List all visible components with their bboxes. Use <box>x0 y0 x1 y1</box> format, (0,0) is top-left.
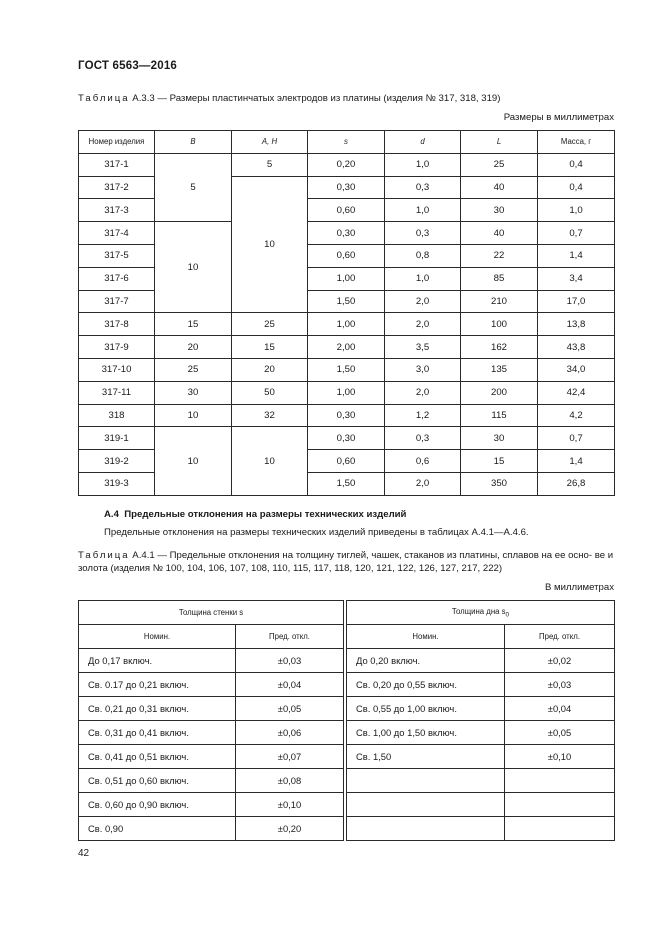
d-cell: 0,3 <box>385 176 461 199</box>
tolerance-cell: ±0,10 <box>236 793 344 817</box>
d-cell: 2,0 <box>385 290 461 313</box>
tolerance-cell <box>505 769 615 793</box>
item-number-cell: 317-3 <box>79 199 155 222</box>
section-title: Предельные отклонения на размеры технических изделий <box>124 509 407 520</box>
mass-cell: 4,2 <box>538 404 615 427</box>
nominal-cell: Св. 1,50 <box>347 745 505 769</box>
tolerance-cell: ±0,02 <box>505 649 615 673</box>
l-cell: 162 <box>461 336 538 359</box>
ah-cell: 15 <box>232 336 308 359</box>
item-number-cell: 319-2 <box>79 450 155 473</box>
mass-cell: 26,8 <box>538 472 615 495</box>
l-cell: 115 <box>461 404 538 427</box>
tolerance-cell: ±0,20 <box>236 817 344 841</box>
table-row <box>347 793 615 817</box>
mass-cell: 42,4 <box>538 381 615 404</box>
d-cell: 1,0 <box>385 199 461 222</box>
col-header-tolerance: Пред. откл. <box>505 625 615 649</box>
mass-cell: 0,4 <box>538 153 615 176</box>
tolerance-cell <box>505 817 615 841</box>
section-heading <box>104 509 406 520</box>
s-cell: 2,00 <box>308 336 385 359</box>
mass-cell: 1,4 <box>538 450 615 473</box>
table-row <box>79 153 615 176</box>
mass-cell: 17,0 <box>538 290 615 313</box>
col-header-b: B <box>155 131 232 154</box>
l-cell: 40 <box>461 176 538 199</box>
mass-cell: 0,7 <box>538 427 615 450</box>
table1-caption <box>78 93 500 104</box>
col-header-d: d <box>385 131 461 154</box>
table-row <box>79 222 615 245</box>
col-header-nominal: Номин. <box>79 625 236 649</box>
ah-cell: 5 <box>232 153 308 176</box>
nominal-cell: До 0,20 включ. <box>347 649 505 673</box>
col-header-s: s <box>308 131 385 154</box>
d-cell: 0,8 <box>385 244 461 267</box>
table-row <box>79 336 615 359</box>
mass-cell: 3,4 <box>538 267 615 290</box>
ah-cell: 10 <box>232 427 308 495</box>
b-cell: 5 <box>155 153 232 221</box>
l-cell: 25 <box>461 153 538 176</box>
table-row <box>79 313 615 336</box>
nominal-cell: Св. 0,21 до 0,31 включ. <box>79 697 236 721</box>
item-number-cell: 317-9 <box>79 336 155 359</box>
tolerance-cell: ±0,05 <box>236 697 344 721</box>
item-number-cell: 317-11 <box>79 381 155 404</box>
b-cell: 10 <box>155 427 232 495</box>
nominal-cell <box>347 769 505 793</box>
mass-cell: 13,8 <box>538 313 615 336</box>
nominal-cell: Св. 0,31 до 0,41 включ. <box>79 721 236 745</box>
table-row <box>79 793 344 817</box>
d-cell: 2,0 <box>385 313 461 336</box>
ah-cell: 20 <box>232 358 308 381</box>
b-cell: 20 <box>155 336 232 359</box>
l-cell: 30 <box>461 199 538 222</box>
l-cell: 30 <box>461 427 538 450</box>
item-number-cell: 317-2 <box>79 176 155 199</box>
b-cell: 10 <box>155 222 232 313</box>
tolerance-cell: ±0,08 <box>236 769 344 793</box>
s-cell: 1,50 <box>308 290 385 313</box>
s-cell: 0,30 <box>308 427 385 450</box>
col-header-nominal: Номин. <box>347 625 505 649</box>
table-row <box>347 817 615 841</box>
d-cell: 0,3 <box>385 222 461 245</box>
d-cell: 1,0 <box>385 153 461 176</box>
mass-cell: 34,0 <box>538 358 615 381</box>
d-cell: 2,0 <box>385 472 461 495</box>
table-row <box>79 649 344 673</box>
s-cell: 0,30 <box>308 404 385 427</box>
section-number: А.4 <box>104 509 119 520</box>
bottom-thickness-title: Толщина дна $s_0$ <box>347 601 615 625</box>
d-cell: 0,6 <box>385 450 461 473</box>
s-cell: 0,60 <box>308 199 385 222</box>
d-cell: 3,5 <box>385 336 461 359</box>
item-number-cell: 317-8 <box>79 313 155 336</box>
table-row <box>347 769 615 793</box>
b-cell: 15 <box>155 313 232 336</box>
table-row <box>347 721 615 745</box>
item-number-cell: 317-7 <box>79 290 155 313</box>
l-cell: 200 <box>461 381 538 404</box>
s-cell: 0,60 <box>308 450 385 473</box>
l-cell: 15 <box>461 450 538 473</box>
table-row <box>347 673 615 697</box>
table2-caption <box>78 549 614 575</box>
nominal-cell: Св. 1,00 до 1,50 включ. <box>347 721 505 745</box>
nominal-cell: Св. 0,20 до 0,55 включ. <box>347 673 505 697</box>
table1-caption-word: Таблица <box>78 93 130 104</box>
table-row <box>347 697 615 721</box>
tolerance-cell: ±0,07 <box>236 745 344 769</box>
s-cell: 1,50 <box>308 472 385 495</box>
s-cell: 0,60 <box>308 244 385 267</box>
nominal-cell: Св. 0,55 до 1,00 включ. <box>347 697 505 721</box>
l-cell: 40 <box>461 222 538 245</box>
l-cell: 85 <box>461 267 538 290</box>
ah-cell: 10 <box>232 176 308 313</box>
table-row <box>79 745 344 769</box>
s-cell: 0,30 <box>308 176 385 199</box>
item-number-cell: 317-4 <box>79 222 155 245</box>
s-cell: 1,00 <box>308 381 385 404</box>
bottom-thickness-table <box>346 600 615 841</box>
mass-cell: 0,7 <box>538 222 615 245</box>
nominal-cell: Св. 0,60 до 0,90 включ. <box>79 793 236 817</box>
d-cell: 3,0 <box>385 358 461 381</box>
ah-cell: 50 <box>232 381 308 404</box>
table-title-row <box>79 601 344 625</box>
table-row <box>79 817 344 841</box>
d-cell: 0,3 <box>385 427 461 450</box>
s-cell: 1,50 <box>308 358 385 381</box>
mass-cell: 1,0 <box>538 199 615 222</box>
ah-cell: 25 <box>232 313 308 336</box>
table-row <box>79 769 344 793</box>
mass-cell: 0,4 <box>538 176 615 199</box>
table-row <box>79 721 344 745</box>
wall-thickness-table <box>78 600 344 841</box>
col-header-l: L <box>461 131 538 154</box>
page-number: 42 <box>78 848 90 859</box>
s-cell: 1,00 <box>308 313 385 336</box>
tolerance-cell: ±0,04 <box>236 673 344 697</box>
item-number-cell: 317-1 <box>79 153 155 176</box>
table-title-row <box>347 601 615 625</box>
nominal-cell <box>347 817 505 841</box>
tolerance-cell: ±0,04 <box>505 697 615 721</box>
l-cell: 22 <box>461 244 538 267</box>
table2-units: В миллиметрах <box>544 582 614 593</box>
table1-header-row <box>79 131 615 154</box>
table-header-row <box>347 625 615 649</box>
document-header: ГОСТ 6563—2016 <box>78 60 178 72</box>
table1 <box>78 130 615 496</box>
table2-caption-word: Таблица <box>78 550 130 561</box>
wall-thickness-title: Толщина стенки s <box>79 601 344 625</box>
nominal-cell: Св. 0,90 <box>79 817 236 841</box>
table-header-row <box>79 625 344 649</box>
item-number-cell: 317-6 <box>79 267 155 290</box>
s-cell: 0,20 <box>308 153 385 176</box>
table-row <box>347 745 615 769</box>
tolerance-cell: ±0,05 <box>505 721 615 745</box>
item-number-cell: 319-3 <box>79 472 155 495</box>
mass-cell: 1,4 <box>538 244 615 267</box>
table-row <box>79 673 344 697</box>
col-header-mass: Масса, г <box>538 131 615 154</box>
d-cell: 1,2 <box>385 404 461 427</box>
col-header-ah: A, H <box>232 131 308 154</box>
col-header-item-number: Номер изделия <box>79 131 155 154</box>
b-cell: 25 <box>155 358 232 381</box>
l-cell: 100 <box>461 313 538 336</box>
table-row <box>79 404 615 427</box>
table-row <box>79 697 344 721</box>
tolerance-cell: ±0,03 <box>236 649 344 673</box>
col-header-tolerance: Пред. откл. <box>236 625 344 649</box>
s-cell: 0,30 <box>308 222 385 245</box>
l-cell: 135 <box>461 358 538 381</box>
item-number-cell: 319-1 <box>79 427 155 450</box>
item-number-cell: 317-10 <box>79 358 155 381</box>
d-cell: 2,0 <box>385 381 461 404</box>
tolerance-cell <box>505 793 615 817</box>
l-cell: 210 <box>461 290 538 313</box>
nominal-cell: Св. 0,41 до 0,51 включ. <box>79 745 236 769</box>
item-number-cell: 318 <box>79 404 155 427</box>
l-cell: 350 <box>461 472 538 495</box>
nominal-cell: Св. 0.17 до 0,21 включ. <box>79 673 236 697</box>
b-cell: 30 <box>155 381 232 404</box>
table-row <box>79 358 615 381</box>
table1-caption-text: А.3.3 — Размеры пластинчатых электродов из платины (изделия № 317, 318, 319) <box>129 93 501 104</box>
nominal-cell: Св. 0,51 до 0,60 включ. <box>79 769 236 793</box>
ah-cell: 32 <box>232 404 308 427</box>
mass-cell: 43,8 <box>538 336 615 359</box>
nominal-cell: До 0,17 включ. <box>79 649 236 673</box>
tolerance-cell: ±0,06 <box>236 721 344 745</box>
b-cell: 10 <box>155 404 232 427</box>
table2-caption-text: А.4.1 — Предельные отклонения на толщину тиглей, чашек, стаканов из платины, сплавов на ее осно- ве и золота (изделия № 100, 104, 106, 107, 108, 110, 115, 117, 118, 120, 121, 122, 126, 127, 217, 222) <box>78 550 614 574</box>
table-row <box>79 427 615 450</box>
table1-units: Размеры в миллиметрах <box>503 112 614 123</box>
d-cell: 1,0 <box>385 267 461 290</box>
nominal-cell <box>347 793 505 817</box>
tolerance-cell: ±0,10 <box>505 745 615 769</box>
section-paragraph: Предельные отклонения на размеры технических изделий приведены в таблицах А.4.1—А.4.6. <box>104 527 529 538</box>
tolerance-cell: ±0,03 <box>505 673 615 697</box>
table-row <box>347 649 615 673</box>
item-number-cell: 317-5 <box>79 244 155 267</box>
s-cell: 1,00 <box>308 267 385 290</box>
table-row <box>79 381 615 404</box>
